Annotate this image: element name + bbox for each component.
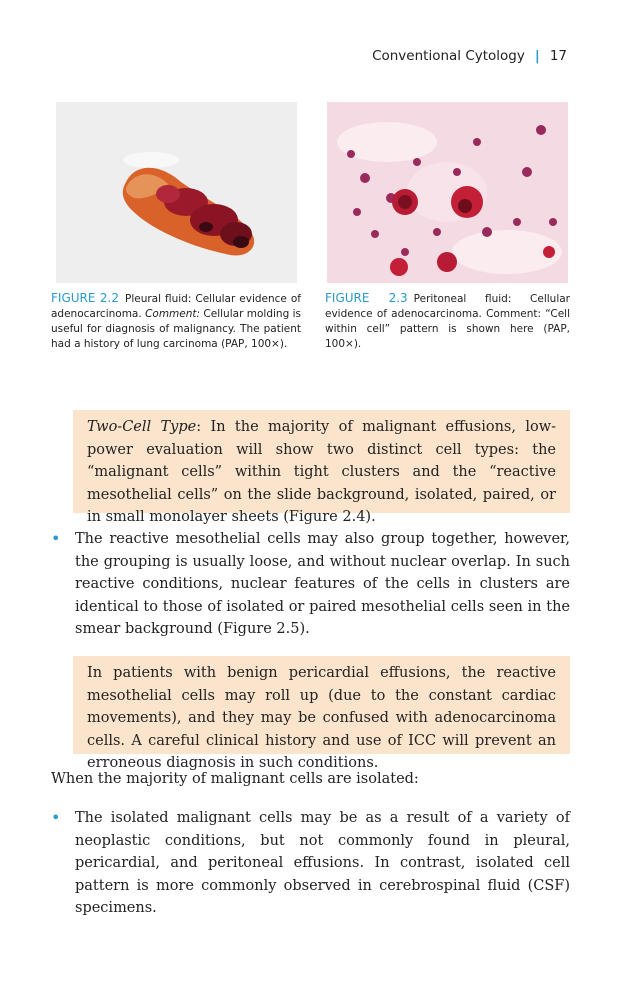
list-item-text: The isolated malignant cells may be as a result of a variety of neoplastic conditions, but not commonly found in pleural, pericardial, and peritoneal effusions. In contrast, isolated cell pattern is more commonly observed in cerebrospinal fluid (CSF) specimens.: [75, 810, 570, 916]
page-number: 17: [549, 48, 567, 64]
figure-2-2-image: [56, 102, 297, 283]
callout-pericardial: [73, 656, 570, 771]
body-paragraph: When the majority of malignant cells are isolated:: [51, 771, 419, 787]
list-item: [51, 528, 570, 641]
micrograph-cell-cluster-icon: [56, 102, 297, 283]
bullet-icon: •: [51, 529, 61, 548]
section-title: Conventional Cytology: [372, 48, 525, 64]
callout-two-cell-type: [73, 410, 570, 525]
figure-number: FIGURE 2.3: [325, 291, 408, 305]
running-header: [372, 48, 567, 64]
caption-comment-label: Comment:: [145, 308, 201, 320]
header-separator: |: [534, 48, 540, 64]
caption-text: Pleural fluid: Cellular evidence of adenocarcinoma.: [51, 293, 301, 320]
figure-2-3-caption: [325, 291, 570, 352]
callout-text: : In the majority of malignant effusions, low-power evaluation will show two distinct cell types: the “malignant cells” within tight clusters and the “reactive mesothelial cells” on the slide background, isolated, paired, or in small monolayer sheets (Figure 2.4).: [87, 419, 557, 525]
figure-2-2-caption: [51, 291, 301, 352]
caption-text-rest: Cellular molding is useful for diagnosis of malignancy. The patient had a history of lung carcinoma (PAP, 100×).: [51, 308, 301, 350]
callout-term: Two-Cell Type: [87, 419, 197, 435]
list-item: [51, 807, 570, 920]
micrograph-scattered-cells-icon: [327, 102, 568, 283]
caption-text: Peritoneal fluid: Cellular evidence of adenocarcinoma. Comment: “Cell within cell” pattern is shown here (PAP, 100×).: [325, 293, 570, 350]
bullet-icon: •: [51, 808, 61, 827]
figure-number: FIGURE 2.2: [51, 291, 119, 305]
list-item-text: The reactive mesothelial cells may also group together, however, the grouping is usually loose, and without nuclear overlap. In such reactive conditions, nuclear features of the cells in clusters are identical to those of isolated or paired mesothelial cells seen in the smear background (Figure 2.5).: [75, 531, 570, 637]
callout-text: In patients with benign pericardial effusions, the reactive mesothelial cells may roll up (due to the constant cardiac movements), and they may be confused with adenocarcinoma cells. A careful clinical history and use of ICC will prevent an erroneous diagnosis in such conditions.: [87, 665, 556, 771]
figure-2-3-image: [327, 102, 568, 283]
